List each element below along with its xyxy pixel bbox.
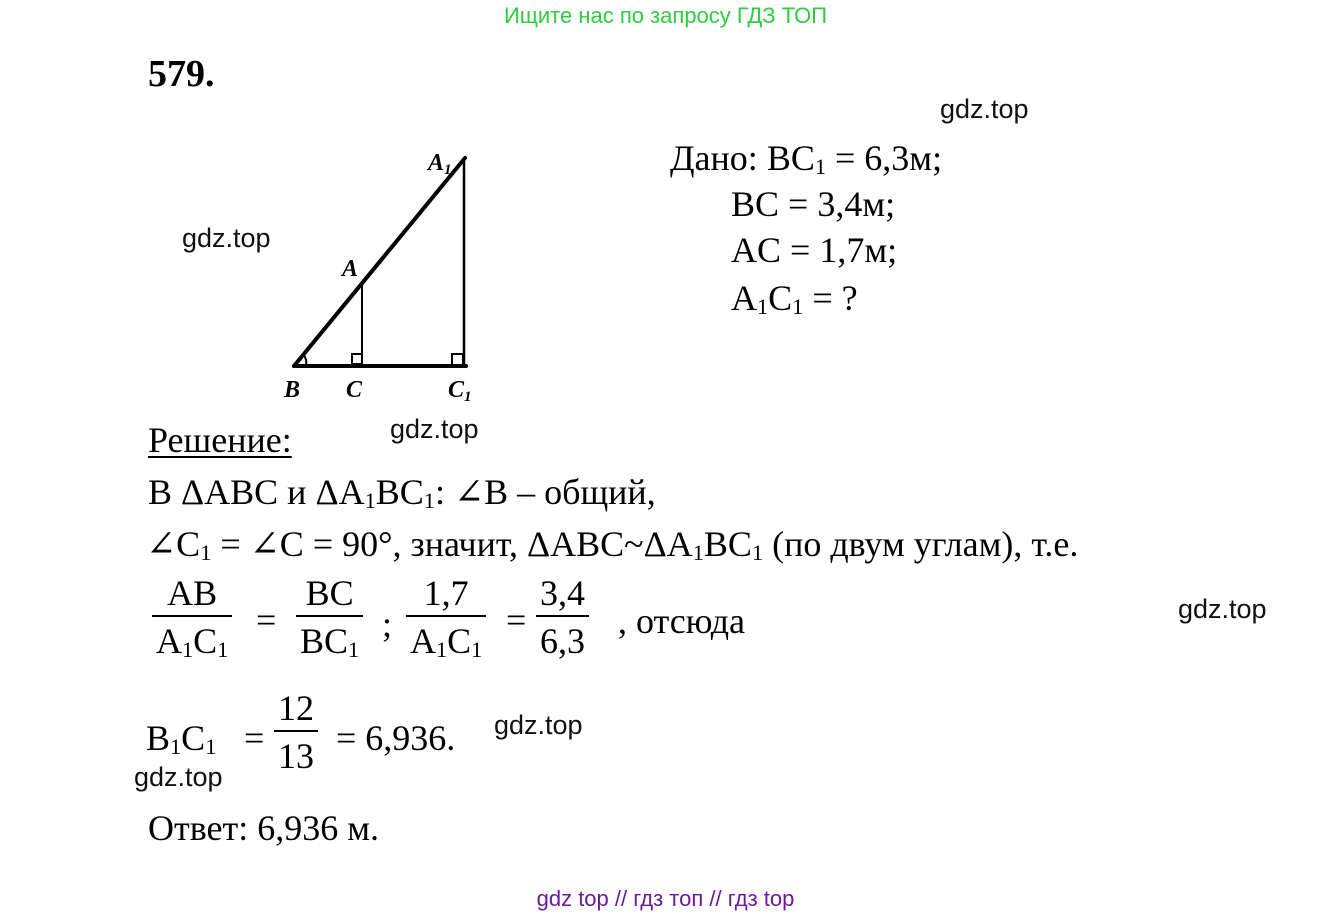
right-angle-c-mark: [352, 354, 362, 364]
fraction-ab-over-a1c1: $\frac{AB}{A1C1}$: [152, 575, 232, 661]
given-line-4: A1C1 = ?: [731, 278, 858, 320]
watermark: gdz.top: [182, 223, 271, 253]
watermark: gdz.top: [1178, 594, 1267, 624]
label-c1: C1: [448, 377, 472, 405]
watermark: gdz.top: [134, 762, 223, 792]
result-rhs: = 6,936.: [336, 718, 456, 758]
right-angle-c1-mark: [452, 354, 463, 365]
equals-sign: =: [256, 600, 277, 640]
semicolon: ;: [382, 604, 393, 644]
footer-links: gdz top // гдз топ // гдз top: [536, 886, 795, 911]
given-line-1: Дано: BC1 = 6,3м;: [670, 138, 943, 180]
label-b: B: [284, 377, 301, 403]
equals-sign: =: [506, 600, 527, 640]
triangle-figure: [270, 140, 490, 410]
given-label: Дано:: [670, 138, 758, 178]
fraction-1-7-over-a1c1: $\frac{1,7}{A1C1}$: [406, 575, 486, 661]
fraction-3-4-over-6-3: $\frac{3,4}{6,3}$: [536, 575, 589, 659]
hypotenuse-line: [294, 158, 465, 366]
given-line-3: AC = 1,7м;: [731, 230, 898, 270]
label-c: C: [346, 377, 363, 403]
problem-number: 579.: [148, 53, 215, 95]
result-equals: =: [244, 718, 265, 758]
solution-line-2: ∠C1 = ∠C = 90°, значит, ΔABC~ΔA1BC1 (по двум углам), т.е.: [146, 524, 1079, 566]
label-a1: A1: [428, 150, 452, 178]
top-banner: Ищите нас по запросу ГДЗ ТОП: [503, 3, 828, 28]
solution-heading: Решение:: [148, 420, 292, 460]
watermark: gdz.top: [494, 710, 583, 740]
watermark: gdz.top: [390, 414, 479, 444]
watermark: gdz.top: [940, 94, 1029, 124]
solution-line-1: В ΔABC и ΔA1BC1: ∠B – общий,: [148, 472, 656, 514]
result-lhs: B1C1: [146, 718, 217, 760]
solution-tail: , отсюда: [618, 601, 746, 641]
fraction-bc-over-bc1: $\frac{BC}{BC1}$: [296, 575, 363, 661]
answer: Ответ: 6,936 м.: [148, 808, 380, 848]
label-a: A: [342, 256, 359, 282]
fraction-12-over-13: $\frac{12}{13}$: [274, 690, 318, 774]
given-line-2: BC = 3,4м;: [731, 184, 896, 224]
